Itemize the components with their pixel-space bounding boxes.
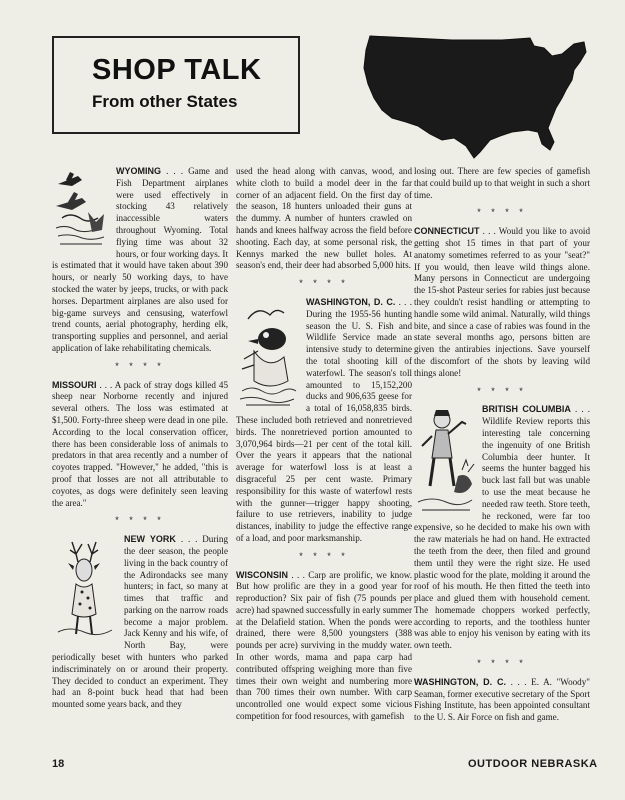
wyoming-body: . . . Game and Fish Department airplanes were used effectively in stocking 43 relatively inaccessible waters throughout Wyoming. Total flying time was about 32 hours, or four working days. It is estimated that it would have taken about 390 hours, or nearly 50 working days, to have stocked the water by jeeps, trucks, or with pack horses. Department airplanes are also used for big-game surveys and censusing, waterfowl trend counts, aerial photography, herding elk, transporting supplies and personnel, and aerial application of lake rehabilitating chemicals. xyxy=(52,166,228,353)
wisconsin-body: . . . Carp are prolific, we know. But how prolific are they in a good year for reproduction? Six pair of fish (75 pounds per acre) had spawned successfully in early summer at the Delafield station. When the ponds were drained, there were 8,500 youngsters (388 pounds per acre) surviving in the muddy water. In other words, mama and papa carp had contributed offspring weighing more than five times their own weight and numbering more than 700 times their own number. With carp uncontrolled one would expect some vicious competition for food resources, with gamefish xyxy=(236,569,412,722)
washington-2-body: . . . E. A. "Woody" Seaman, former executive secretary of the Sport Fishing Institute, has been appointed consultant to the U. S. Air Force on fish and game. xyxy=(414,676,590,723)
waterfowl-hunter-illustration xyxy=(236,299,300,411)
newyork-lead: NEW YORK xyxy=(124,534,176,545)
washington-2-lead: WASHINGTON, D. C. xyxy=(414,676,506,687)
wisconsin-continuation xyxy=(414,166,590,201)
missouri-article xyxy=(52,380,228,510)
connecticut-body: . . . Would you like to avoid getting shot 15 times in that part of your anatomy sometimes referred to as your "seat?" If you would, then leave wild things alone. Many persons in Connecticut are undergoing the 15-shot Pasteur series for rabies just because they couldn't resist handling or attempting to handle some wild animal. Naturally, wild things bite, and since a case of rabies was found in the state several months ago, persons bitten are given the antirabies injections. Save yourself the discomfort of the shots by leaving wild things alone! xyxy=(414,226,591,378)
newyork-body: . . . During the deer season, the people living in the back country of the Adirondacks see many hunters; in fact, so many at times that traffic and parking on the narrow roads become a major problem. Jack Kenny and his wife, of North Bay, were periodically beset with hunters who parked indiscriminately on or around their property. They decided to conduct an experiment. They had an 8-point buck head that had been mounted some years back, and they xyxy=(52,534,228,710)
missouri-body: . . . A pack of stray dogs killed 45 sheep near Norborne recently and injured several others. The loss was estimated at $1,500. Forty-three sheep were dead in one pile. According to the local conservation officer, there has been considerable loss of animals to predators in that area recently and a number of coyotes trapped. "However," he added, "this is proof that losses are not all attributable to coyotes, as dogs were definitely seen leaving the area." xyxy=(52,379,228,508)
airplane-stocking-illustration xyxy=(52,168,110,250)
british-columbia-article xyxy=(414,404,590,652)
british-columbia-lead: BRITISH COLUMBIA xyxy=(482,404,571,415)
page-title: SHOP TALK xyxy=(92,54,262,86)
page-header xyxy=(52,36,592,134)
page-number: 18 xyxy=(52,758,65,770)
column-1 xyxy=(52,166,228,711)
missouri-lead: MISSOURI xyxy=(52,379,97,390)
newyork-continuation xyxy=(236,166,412,272)
separator-stars: * * * * xyxy=(115,515,165,526)
connecticut-article xyxy=(414,226,590,379)
column-2 xyxy=(236,166,412,723)
newyork-continuation-body: used the head along with canvas, wood, and white cloth to build a model deer in the far corner of an adjacent field. On the first day of the season, 18 hunters unloaded their guns at the dummy. A number of hunters crawled on hands and knees halfway across the field before shooting. Each day, at some personal risk, the Kennys marked the new bullet holes. At season's end, their deer had absorbed 5,000 hits. xyxy=(236,166,412,271)
washington-lead: WASHINGTON, D. C. xyxy=(306,296,396,307)
deer-illustration xyxy=(52,536,118,640)
page-subtitle: From other States xyxy=(92,92,238,111)
usa-map-icon xyxy=(352,18,602,188)
british-columbia-body: . . . Wildlife Review reports this interesting tale concerning the ingenuity of one British Columbia deer hunter. It seems the hunter bagged his buck last fall but was unable to use the meat because he needed raw teeth. Store teeth, he reckoned, were far too expensive, so he decided to make his own with the raw materials he had on hand. He extracted the teeth from the deer, then filed and ground them until they were the right size. He used plastic wood for the plate, molding it around the roof of his mouth. He then fitted the teeth into place and glued them with household cement. The homemade choppers worked perfectly, according to reports, and the toothless hunter was able to enjoy his venison by eating with its own teeth. xyxy=(414,404,590,651)
wisconsin-lead: WISCONSIN xyxy=(236,569,289,580)
title-box xyxy=(52,36,300,134)
separator-stars: * * * * xyxy=(299,550,349,561)
wyoming-article xyxy=(52,166,228,355)
wisconsin-article xyxy=(236,570,412,723)
washington-body: . . . During the 1955-56 hunting season the U. S. Fish and Wildlife Service made an intensive study to determine the total shooting kill of waterfowl. The season's toll amounted to 15,152,200 ducks and 906,635 geese for a total of 16,058,835 birds. These included both retrieved and nonretrieved birds. The nonretrieved portion amounted to 3,070,964 birds—21 per cent of the total kill. Over the years it appears that the national average for waterfowl loss is at least a disgraceful 25 per cent waste. Primary responsibility for this waste of waterfowl rests with the gunner—trigger happy shooting, failure to use retrievers, inability to judge distances, inability to judge the effective range of a load, and poor marksmanship. xyxy=(236,296,412,543)
newyork-article xyxy=(52,534,228,711)
washington-2-article xyxy=(414,677,590,724)
separator-stars: * * * * xyxy=(477,385,527,396)
separator-stars: * * * * xyxy=(477,207,527,218)
column-3 xyxy=(414,166,590,724)
magazine-name: OUTDOOR NEBRASKA xyxy=(468,758,598,770)
deer-hunter-illustration xyxy=(414,406,476,516)
wisconsin-continuation-body: losing out. There are few species of gamefish that could build up to that weight in such a short time. xyxy=(414,166,590,200)
separator-stars: * * * * xyxy=(115,360,165,371)
separator-stars: * * * * xyxy=(477,658,527,669)
washington-article xyxy=(236,297,412,545)
wyoming-lead: WYOMING xyxy=(116,166,161,176)
separator-stars: * * * * xyxy=(299,278,349,289)
connecticut-lead: CONNECTICUT xyxy=(414,226,480,237)
